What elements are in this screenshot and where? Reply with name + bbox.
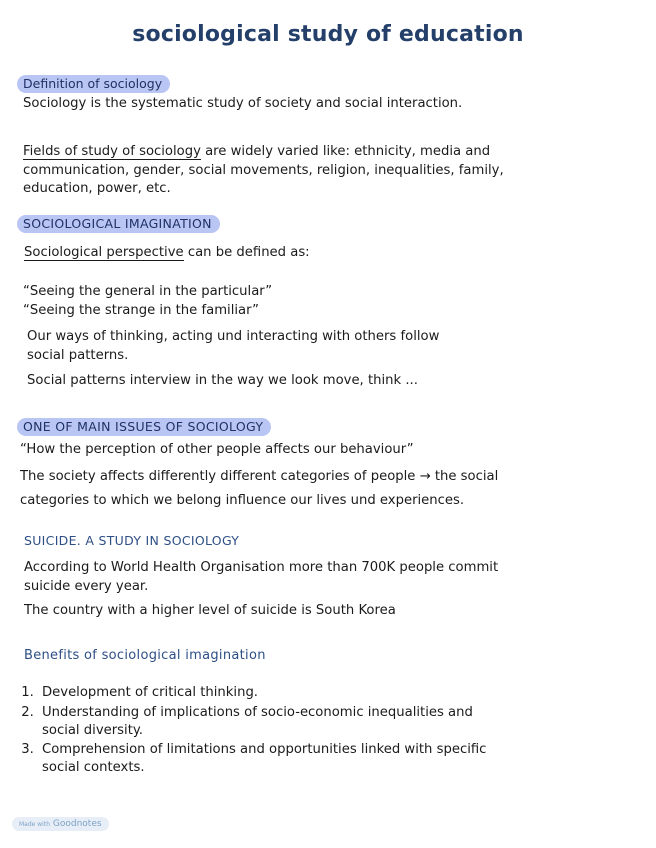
perspective-rest: can be defined as: (183, 245, 310, 260)
main-issue-line-1: The society affects differently different categories of people → the social (20, 469, 499, 484)
suicide-line-2: suicide every year. (24, 578, 149, 594)
benefits-list (10, 684, 610, 778)
fields-line-2: communication, gender, social movements, religion, inequalities, family, (23, 162, 504, 178)
definition-heading: Definition of sociology (17, 75, 170, 93)
suicide-paragraph (24, 559, 498, 596)
patterns-paragraph (27, 328, 439, 365)
benefit-item: 1. Development of critical thinking. (38, 684, 610, 703)
perspective-line (24, 244, 310, 263)
suicide-line-1: According to World Health Organisation more than 700K people commit (24, 560, 499, 575)
fields-rest: are widely varied like: ethnicity, media and (200, 144, 491, 159)
main-issue-line-2: categories to which we belong influence our lives und experiences. (20, 493, 465, 508)
suicide-heading: SUICIDE. A STUDY IN SOCIOLOGY (24, 533, 240, 548)
fields-line-3: education, power, etc. (23, 181, 171, 196)
imagination-heading: SOCIOLOGICAL IMAGINATION (17, 215, 220, 233)
imagination-quotes (23, 283, 272, 320)
benefit-item: 2. Understanding of implications of socio-economic inequalities and social diversity. (38, 704, 610, 741)
main-issue-paragraph (20, 465, 498, 513)
quote-general: “Seeing the general in the particular” (23, 284, 273, 299)
imagination-section (17, 213, 220, 232)
goodnotes-brand: Goodnotes (52, 819, 102, 829)
fields-paragraph (23, 143, 504, 199)
patterns-line-1: Our ways of thinking, acting und interacting with others follow (27, 329, 440, 344)
goodnotes-badge (12, 817, 109, 831)
suicide-line-3: The country with a higher level of suicide is South Korea (24, 603, 396, 618)
quote-strange: “Seeing the strange in the familiar” (23, 302, 259, 318)
definition-text: Sociology is the systematic study of society and social interaction. (23, 96, 463, 111)
main-issue-quote: “How the perception of other people affects our behaviour” (20, 442, 414, 457)
main-issue-section (17, 416, 271, 435)
patterns-interview: Social patterns interview in the way we look move, think ... (27, 373, 418, 388)
main-issue-heading: ONE OF MAIN ISSUES OF SOCIOLOGY (17, 418, 271, 436)
benefits-heading: Benefits of sociological imagination (24, 648, 266, 663)
fields-underlined: Fields of study of sociology (23, 144, 201, 159)
perspective-underlined: Sociological perspective (24, 245, 184, 260)
benefit-item: 3. Comprehension of limitations and opportunities linked with specific social contexts. (38, 741, 610, 778)
made-with-label: Made with (19, 821, 50, 828)
benefits-list-wrapper (10, 684, 610, 778)
definition-section (17, 73, 170, 92)
page-title: sociological study of education (132, 22, 524, 47)
patterns-line-2: social patterns. (27, 347, 129, 363)
